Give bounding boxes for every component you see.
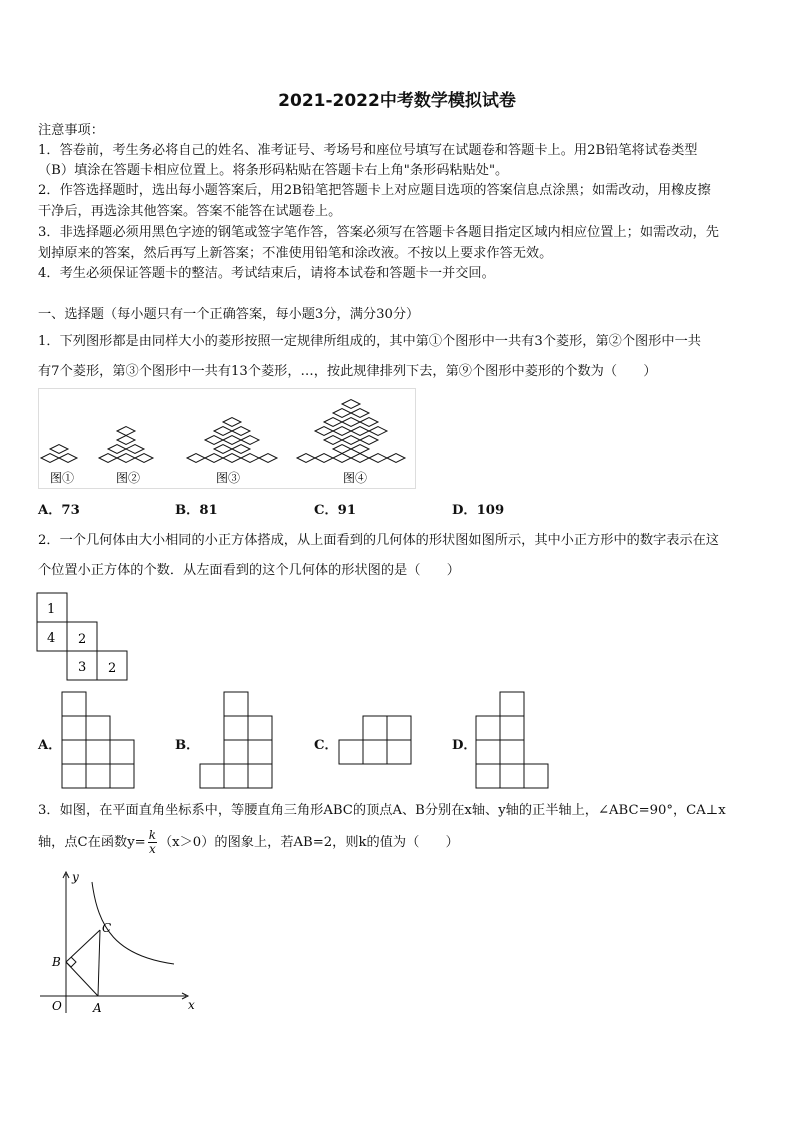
grid-number: 2 — [108, 661, 117, 676]
option-a[interactable]: A． — [38, 738, 62, 753]
section-heading: 一、选择题（每小题只有一个正确答案，每小题3分，满分30分） — [38, 307, 420, 322]
notice-line: 干净后，再选涂其他答案。答案不能答在试题卷上。 — [38, 204, 342, 219]
notice-line: 4．考生必须保证答题卡的整洁。考试结束后，请将本试卷和答题卡一并交回。 — [38, 266, 495, 281]
question-3-text: 轴，点C在函数y= — [38, 835, 146, 850]
figure-label: 图③ — [216, 471, 241, 485]
grid-number: 1 — [47, 602, 56, 617]
question-1-line2: 有7个菱形，第③个图形中一共有13个菱形，…，按此规律排列下去，第⑨个图形中菱形的个数为（ ） — [38, 364, 657, 379]
notice-heading: 注意事项： — [38, 123, 104, 138]
figure-3-rhombi — [187, 418, 277, 463]
figure-label: 图② — [116, 471, 141, 485]
option-c-left-view[interactable] — [337, 714, 417, 770]
option-b[interactable]: B． — [175, 738, 200, 753]
option-a[interactable]: A．73 — [38, 503, 80, 518]
notice-line: 划掉原来的答案，然后再写上新答案；不准使用铅笔和涂改液。不按以上要求作答无效。 — [38, 246, 553, 261]
point-label-a: A — [93, 1001, 102, 1015]
question-2-line1: 2．一个几何体由大小相同的小正方体搭成，从上面看到的几何体的形状图如图所示，其中小正方形中的数字表示在这 — [38, 533, 719, 548]
figure-2-rhombi — [99, 427, 153, 463]
notice-line: 2．作答选择题时，选出每小题答案后，用2B铅笔把答题卡上对应题目选项的答案信息点涂黑；如需改动，用橡皮擦 — [38, 183, 711, 198]
question-1-line1: 1．下列图形都是由同样大小的菱形按照一定规律所组成的，其中第①个图形中一共有3个菱形，第②个图形中一共 — [38, 334, 701, 349]
option-c[interactable]: C． — [314, 738, 338, 753]
grid-number: 2 — [78, 632, 87, 647]
top-view-grid — [36, 592, 132, 682]
grid-number: 4 — [47, 631, 56, 646]
point-label-b: B — [52, 955, 61, 969]
axis-label-y: y — [72, 870, 79, 884]
figure-label: 图④ — [343, 471, 368, 485]
option-d[interactable]: D． — [452, 738, 477, 753]
rhombus-pattern-figure — [38, 388, 418, 490]
grid-number: 3 — [78, 660, 87, 675]
figure-label: 图① — [50, 471, 75, 485]
point-label-c: C — [102, 921, 112, 935]
option-b-left-view[interactable] — [198, 690, 278, 792]
option-c[interactable]: C．91 — [314, 503, 357, 518]
question-3-line1: 3．如图，在平面直角坐标系中，等腰直角三角形ABC的顶点A、B分别在x轴、y轴的正半轴上，∠ABC=90°，CA⊥x — [38, 803, 726, 818]
option-d-left-view[interactable] — [474, 690, 554, 792]
option-d[interactable]: D．109 — [452, 503, 505, 518]
fraction-k-over-x: $\frac{k}{x}$ — [148, 828, 156, 856]
option-b[interactable]: B．81 — [175, 503, 218, 518]
option-a-left-view[interactable] — [60, 690, 140, 792]
notice-line: 3．非选择题必须用黑色字迹的钢笔或签字笔作答，答案必须写在答题卡各题目指定区域内相应位置上；如需改动，先 — [38, 225, 719, 240]
notice-line: （B）填涂在答题卡相应位置上。将条形码粘贴在答题卡右上角"条形码粘贴处"。 — [38, 163, 509, 178]
question-3-text: （x＞0）的图象上，若AB=2，则k的值为（ ） — [159, 835, 459, 850]
figure-4-rhombi — [297, 400, 405, 463]
origin-label: O — [52, 999, 62, 1013]
figure-1-rhombi — [41, 445, 77, 463]
page-title: 2021-2022中考数学模拟试卷 — [278, 91, 516, 111]
coordinate-figure — [36, 868, 206, 1018]
question-2-line2: 个位置小正方体的个数．从左面看到的这个几何体的形状图的是（ ） — [38, 563, 460, 578]
question-3-line2 — [38, 828, 760, 858]
notice-line: 1．答卷前，考生务必将自己的姓名、准考证号、考场号和座位号填写在试题卷和答题卡上。用2B铅笔将试卷类型 — [38, 143, 698, 158]
axis-label-x: x — [188, 998, 195, 1012]
